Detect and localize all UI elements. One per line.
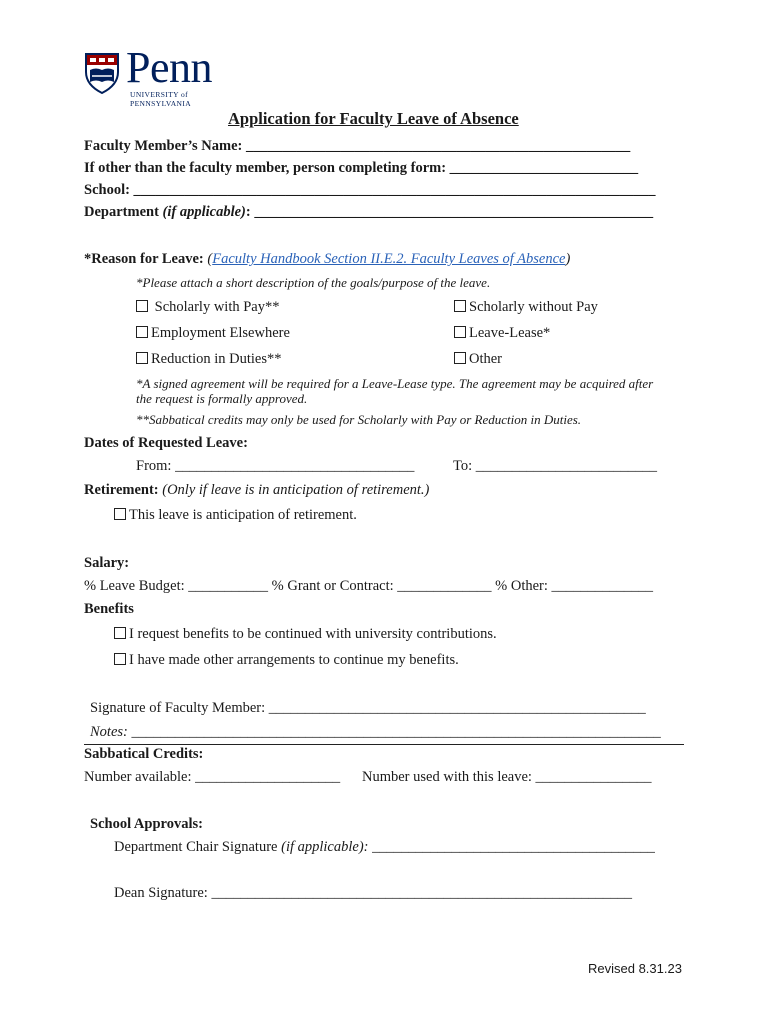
checkbox-icon[interactable] [114, 508, 126, 520]
option-reduction-in-duties[interactable] [136, 351, 282, 368]
leave-lease-note-line2: the request is formally approved. [136, 391, 308, 406]
option-label: Scholarly with Pay** [151, 299, 280, 315]
option-other[interactable] [454, 351, 502, 368]
faculty-name-field[interactable]: Faculty Member’s Name: _____________________________________________________ [84, 138, 631, 154]
checkbox-icon[interactable] [454, 300, 466, 312]
chair-italic: (if applicable): [281, 839, 369, 855]
option-label: Scholarly without Pay [469, 299, 598, 315]
checkbox-icon[interactable] [114, 627, 126, 639]
from-date-field[interactable]: From: _________________________________ [136, 458, 415, 474]
retirement-heading [84, 482, 429, 499]
dates-heading: Dates of Requested Leave: [84, 435, 248, 451]
notes-field[interactable]: Notes: _________________________________________________________________________ [90, 724, 661, 740]
divider [84, 744, 684, 745]
checkbox-icon[interactable] [136, 352, 148, 364]
checkbox-icon[interactable] [454, 352, 466, 364]
school-field[interactable]: School: ________________________________________________________________________ [84, 182, 656, 198]
checkbox-icon[interactable] [114, 653, 126, 665]
checkbox-icon[interactable] [136, 300, 148, 312]
dean-signature-field[interactable]: Dean Signature: __________________________________________________________ [114, 885, 632, 901]
reason-close-paren: ) [565, 251, 571, 267]
option-other-arrangements[interactable] [114, 652, 459, 669]
faculty-signature-field[interactable]: Signature of Faculty Member: ____________________________________________________ [90, 700, 646, 716]
chair-signature-field[interactable] [114, 839, 655, 856]
approvals-heading: School Approvals: [90, 816, 203, 832]
department-label: Department [84, 204, 159, 220]
option-label: Employment Elsewhere [151, 325, 290, 341]
to-date-field[interactable]: To: _________________________ [453, 458, 657, 474]
retirement-italic: (Only if leave is in anticipation of retirement.) [162, 482, 430, 498]
option-retirement[interactable] [114, 507, 357, 524]
penn-logo [84, 43, 244, 108]
chair-blank: _______________________________________ [372, 839, 655, 855]
salary-heading: Salary: [84, 555, 130, 571]
department-field[interactable] [84, 204, 653, 221]
logo-wordmark: Penn [126, 43, 212, 92]
option-scholarly-without-pay[interactable] [454, 299, 598, 316]
benefits-heading: Benefits [84, 601, 134, 617]
credits-used-field[interactable]: Number used with this leave: ________________ [362, 769, 652, 785]
sabbatical-note: **Sabbatical credits may only be used for Scholarly with Pay or Reduction in Duties. [136, 412, 582, 427]
faculty-handbook-link[interactable]: Faculty Handbook Section II.E.2. Faculty Leaves of Absence [212, 251, 566, 267]
option-leave-lease[interactable] [454, 325, 550, 342]
option-label: I have made other arrangements to continue my benefits. [129, 652, 459, 668]
checkbox-icon[interactable] [454, 326, 466, 338]
other-person-field[interactable]: If other than the faculty member, person completing form: __________________________ [84, 160, 639, 176]
leave-lease-note-line1: *A signed agreement will be required for a Leave-Lease type. The agreement may be acquired after [136, 376, 654, 391]
option-employment-elsewhere[interactable] [136, 325, 290, 342]
option-scholarly-with-pay[interactable] [136, 299, 279, 316]
checkbox-icon[interactable] [136, 326, 148, 338]
reason-open-paren: ( [207, 251, 213, 267]
reason-instruction: *Please attach a short description of the goals/purpose of the leave. [136, 275, 491, 290]
logo-subtitle: UNIVERSITY of PENNSYLVANIA [130, 90, 192, 108]
penn-shield-icon [84, 52, 120, 94]
credits-available-field[interactable]: Number available: ____________________ [84, 769, 341, 785]
option-label: This leave is anticipation of retirement. [129, 507, 357, 523]
salary-fields[interactable]: % Leave Budget: ___________ % Grant or Contract: _____________ % Other: ______________ [84, 578, 654, 594]
reason-label: *Reason for Leave: [84, 251, 204, 267]
option-label: Leave-Lease* [469, 325, 551, 341]
option-label: Reduction in Duties** [151, 351, 282, 367]
retirement-label: Retirement: [84, 482, 159, 498]
department-italic: (if applicable) [162, 204, 246, 220]
option-label: Other [469, 351, 503, 367]
option-label: I request benefits to be continued with university contributions. [129, 626, 497, 642]
option-benefits-continued[interactable] [114, 626, 497, 643]
sabbatical-heading: Sabbatical Credits: [84, 746, 204, 762]
department-blank: : _______________________________________________________ [245, 204, 654, 220]
reason-heading [84, 251, 570, 268]
page-title: Application for Faculty Leave of Absence [228, 109, 519, 128]
chair-label: Department Chair Signature [114, 839, 278, 855]
revised-date: Revised 8.31.23 [588, 961, 682, 976]
